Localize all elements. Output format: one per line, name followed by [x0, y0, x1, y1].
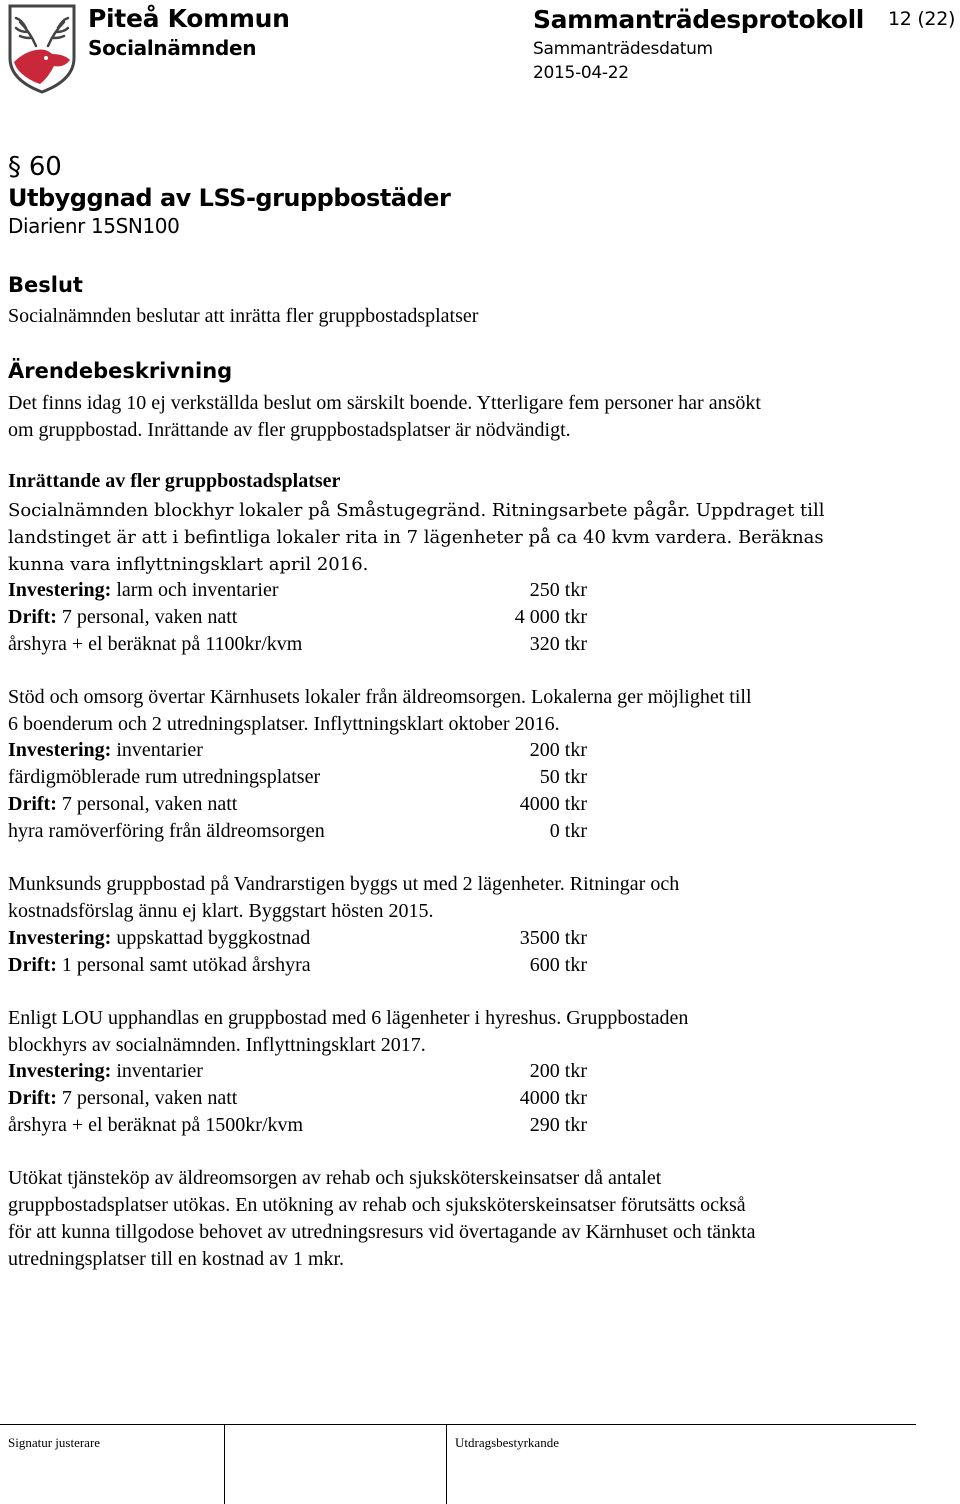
text-line: Stöd och omsorg övertar Kärnhusets lokaler från äldreomsorgen. Lokalerna ger möjlighet till: [8, 686, 752, 708]
cost-label: [8, 1085, 237, 1112]
stod-text: [8, 684, 908, 738]
cost-row: [8, 1085, 608, 1112]
text-line: Socialnämnden blockhyr lokaler på Småstugegränd. Ritningsarbete pågår. Uppdraget till: [8, 500, 825, 521]
cost-amount: 50 tkr: [539, 766, 587, 788]
text-line: gruppbostadsplatser utökas. En utökning av rehab och sjuksköterskeinsatser förutsätts också: [8, 1194, 746, 1216]
beslut-heading: Beslut: [8, 273, 83, 297]
signature-label: Signatur justerare: [8, 1435, 101, 1450]
utokat-text: [8, 1165, 908, 1273]
section-symbol: §: [8, 152, 21, 182]
cost-text: 7 personal, vaken natt: [56, 1087, 238, 1109]
cost-prefix: Drift:: [8, 606, 57, 628]
signature-cell[interactable]: [0, 1425, 224, 1504]
text-line: kostnadsförslag ännu ej klart. Byggstart hösten 2015.: [8, 900, 434, 922]
text-line: för att kunna tillgodose behovet av utredningsresurs vid övertagande av Kärnhuset och tänkta: [8, 1221, 756, 1243]
cost-row: [8, 1112, 608, 1139]
cost-row: [8, 1058, 608, 1085]
inrattande-text: [8, 497, 908, 578]
text-line: om gruppbostad. Inrättande av fler gruppbostadsplatser är nödvändigt.: [8, 419, 571, 441]
cost-text: 7 personal, vaken natt: [56, 793, 238, 815]
cost-amount: 600 tkr: [529, 954, 587, 976]
inrattande-heading: Inrättande av fler gruppbostadsplatser: [8, 470, 341, 492]
cost-row: [8, 737, 608, 764]
cost-text: 7 personal, vaken natt: [56, 606, 238, 628]
cost-label: [8, 818, 325, 845]
cost-label: [8, 631, 302, 658]
cost-label: [8, 925, 310, 952]
paragraph-title: Utbyggnad av LSS-gruppbostäder: [8, 184, 451, 212]
cost-amount: 0 tkr: [549, 820, 587, 842]
cost-prefix: Drift:: [8, 954, 57, 976]
cost-prefix: Investering:: [8, 1060, 112, 1082]
arende-text: [8, 390, 908, 444]
cost-row: [8, 577, 608, 604]
text-line: Enligt LOU upphandlas en gruppbostad med 6 lägenheter i hyreshus. Gruppbostaden: [8, 1007, 689, 1029]
cost-amount: 4 000 tkr: [514, 606, 587, 628]
lou-text: [8, 1005, 908, 1059]
cost-row: [8, 631, 608, 658]
text-line: Munksunds gruppbostad på Vandrarstigen byggs ut med 2 lägenheter. Ritningar och: [8, 873, 680, 895]
cost-label: [8, 952, 311, 979]
extract-certification-cell[interactable]: [446, 1425, 917, 1504]
cost-prefix: Investering:: [8, 579, 112, 601]
text-line: landstinget är att i befintliga lokaler rita in 7 lägenheter på ca 40 kvm vardera. Beräknas: [8, 527, 824, 548]
cost-label: [8, 577, 278, 604]
diary-number: Diarienr 15SN100: [8, 214, 180, 238]
cost-amount: 250 tkr: [529, 579, 587, 601]
cost-text: årshyra + el beräknat på 1100kr/kvm: [8, 633, 303, 655]
cost-row: [8, 604, 608, 631]
cost-prefix: Drift:: [8, 793, 57, 815]
cost-label: [8, 1112, 303, 1139]
cost-text: färdigmöblerade rum utredningsplatser: [8, 766, 321, 788]
cost-text: hyra ramöverföring från äldreomsorgen: [8, 820, 325, 842]
page-number: 12 (22): [888, 8, 956, 30]
cost-text: 1 personal samt utökad årshyra: [56, 954, 311, 976]
cost-text: uppskattad byggkostnad: [111, 927, 311, 949]
text-line: blockhyrs av socialnämnden. Inflyttningsklart 2017.: [8, 1034, 426, 1056]
cost-text: larm och inventarier: [111, 579, 279, 601]
beslut-line: Socialnämnden beslutar att inrätta fler gruppbostadsplatser: [8, 305, 479, 327]
cost-label: [8, 764, 320, 791]
cost-row: [8, 764, 608, 791]
text-line: Det finns idag 10 ej verkställda beslut om särskilt boende. Ytterligare fem personer har ansökt: [8, 392, 761, 414]
paragraph-number-value: 60: [28, 152, 62, 182]
text-line: utredningsplatser till en kostnad av 1 mkr.: [8, 1248, 345, 1270]
text-line: kunna vara inflyttningsklart april 2016.: [8, 554, 369, 575]
cost-text: inventarier: [111, 1060, 203, 1082]
org-name: Piteå Kommun: [88, 4, 290, 33]
meeting-date-value: 2015-04-22: [533, 63, 629, 83]
cost-row: [8, 952, 608, 979]
cost-amount: 200 tkr: [529, 739, 587, 761]
cost-text: årshyra + el beräknat på 1500kr/kvm: [8, 1114, 304, 1136]
cost-amount: 3500 tkr: [519, 927, 587, 949]
extract-certification-label: Utdragsbestyrkande: [455, 1435, 559, 1450]
text-line: Utökat tjänsteköp av äldreomsorgen av rehab och sjuksköterskeinsatser då antalet: [8, 1167, 662, 1189]
cost-label: [8, 1058, 203, 1085]
cost-amount: 4000 tkr: [519, 1087, 587, 1109]
department-name: Socialnämnden: [88, 36, 257, 60]
cost-prefix: Investering:: [8, 739, 112, 761]
beslut-text: [8, 303, 908, 330]
signature-table: [0, 1424, 916, 1504]
paragraph-number: [8, 152, 62, 182]
signature-cell-blank[interactable]: [224, 1425, 447, 1504]
cost-prefix: Investering:: [8, 927, 112, 949]
cost-row: [8, 791, 608, 818]
arende-heading: Ärendebeskrivning: [8, 359, 233, 383]
cost-amount: 290 tkr: [529, 1114, 587, 1136]
cost-amount: 200 tkr: [529, 1060, 587, 1082]
document-type-title: Sammanträdesprotokoll: [533, 5, 864, 34]
cost-prefix: Drift:: [8, 1087, 57, 1109]
cost-text: inventarier: [111, 739, 203, 761]
cost-amount: 4000 tkr: [519, 793, 587, 815]
cost-label: [8, 604, 237, 631]
cost-row: [8, 818, 608, 845]
cost-label: [8, 791, 237, 818]
text-line: 6 boenderum och 2 utredningsplatser. Inflyttningsklart oktober 2016.: [8, 713, 560, 735]
cost-row: [8, 925, 608, 952]
meeting-date-label: Sammanträdesdatum: [533, 39, 713, 59]
pitea-coat-of-arms-logo: [6, 2, 78, 94]
munksund-text: [8, 871, 908, 925]
cost-amount: 320 tkr: [529, 633, 587, 655]
cost-label: [8, 737, 203, 764]
